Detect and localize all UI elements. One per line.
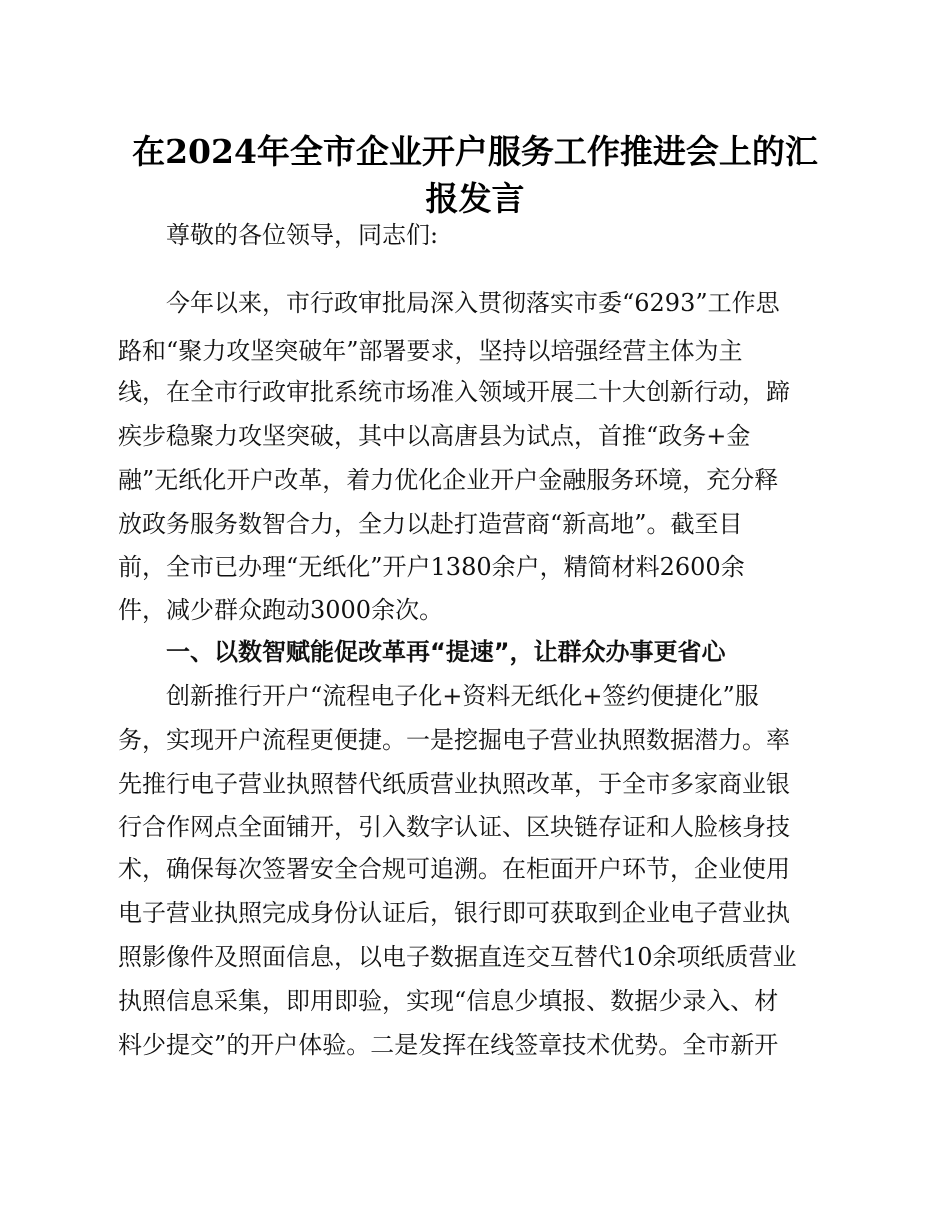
body-text-line: 件，减少群众跑动3000余次。 (118, 596, 444, 624)
body-text-line: 融”无纸化开户改革，着力优化企业开户金融服务环境，充分释 (118, 466, 779, 494)
body-text-line: 路和“聚力攻坚突破年”部署要求，坚持以培强经营主体为主 (118, 337, 743, 365)
body-text-line: 照影像件及照面信息，以电子数据直连交互替代10余项纸质营业 (118, 943, 797, 971)
section-heading: 一、以数智赋能促改革再“提速”，让群众办事更省心 (166, 638, 726, 666)
body-text-line: 术，确保每次签署安全合规可追溯。在柜面开户环节，企业使用 (118, 855, 790, 883)
body-text-line: 电子营业执照完成身份认证后，银行即可获取到企业电子营业执 (118, 899, 790, 927)
body-text-line: 先推行电子营业执照替代纸质营业执照改革，于全市多家商业银 (118, 770, 790, 798)
body-text-line: 放政务服务数智合力，全力以赴打造营商“新高地”。截至目 (118, 510, 743, 538)
body-text-line: 料少提交”的开户体验。二是发挥在线签章技术优势。全市新开 (118, 1031, 779, 1059)
document-title: 在2024年全市企业开户服务工作推进会上的汇报发言 (132, 132, 818, 218)
body-text-line: 线，在全市行政审批系统市场准入领域开展二十大创新行动，蹄 (118, 378, 790, 406)
body-text-line: 务，实现开户流程更便捷。一是挖掘电子营业执照数据潜力。率 (118, 726, 790, 754)
body-text-line: 创新推行开户“流程电子化+资料无纸化+签约便捷化”服 (166, 682, 759, 710)
body-text-line: 执照信息采集，即用即验，实现“信息少填报、数据少录入、材 (118, 987, 779, 1015)
body-text-line: 行合作网点全面铺开，引入数字认证、区块链存证和人脸核身技 (118, 813, 790, 841)
body-text-line: 今年以来，市行政审批局深入贯彻落实市委“6293”工作思 (166, 289, 780, 317)
body-text-line: 疾步稳聚力攻坚突破，其中以高唐县为试点，首推“政务+金 (118, 422, 751, 450)
salutation-line: 尊敬的各位领导，同志们: (166, 221, 439, 249)
body-text-line: 前，全市已办理“无纸化”开户1380余户，精简材料2600余 (118, 553, 745, 581)
